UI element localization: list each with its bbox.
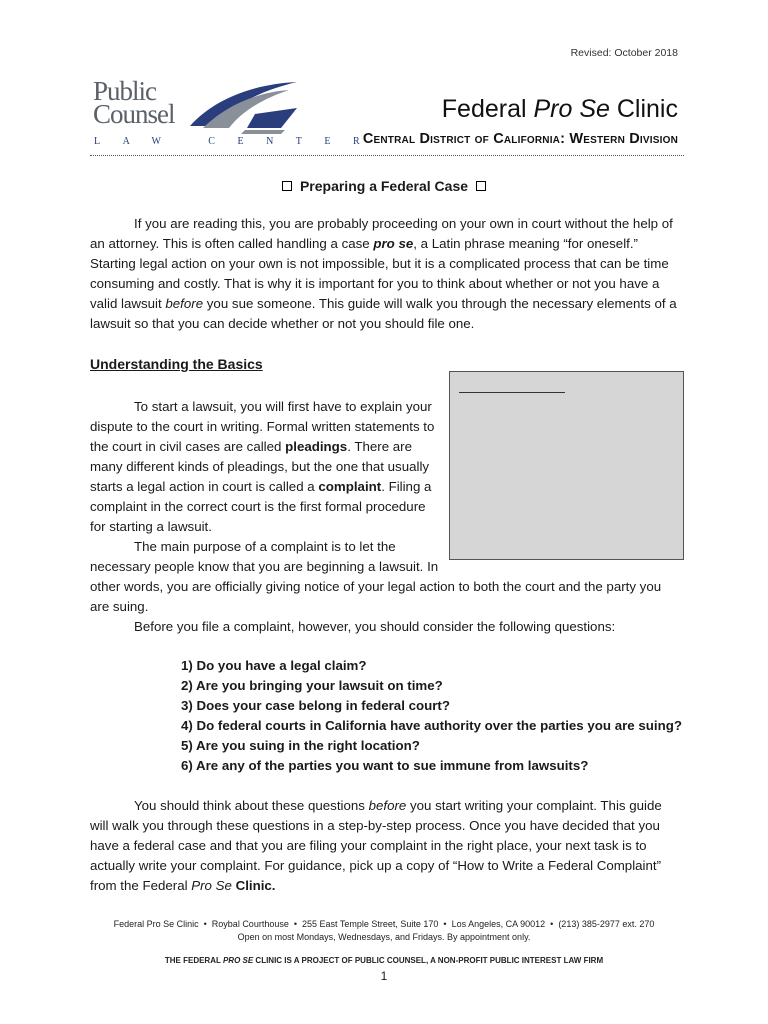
- list-item: 5) Are you suing in the right location?: [181, 738, 420, 753]
- header-divider: [90, 155, 684, 156]
- logo-line-public: Public: [93, 76, 157, 106]
- logo-law-center: LAW CENTER: [94, 136, 383, 147]
- basics-paragraph-2a: The main purpose of a complaint is to let the necessary people know that you are beginning a lawsuit. In: [90, 539, 439, 574]
- closing-paragraph: You should think about these questions before you start writing your complaint. This guide will walk you through these questions in a step-by-step process. Once you have decided that you have a federal case and that you are filing your complaint in the right place, your next task is to actually write your complaint. For guidance, pick up a copy of “How to Write a Federal Complaint” from the Federal Pro Se Clinic.: [90, 798, 662, 893]
- basics-heading: Understanding the Basics: [90, 356, 263, 372]
- logo-line-counsel: Counsel: [93, 99, 175, 129]
- footer-address: Federal Pro Se Clinic • Roybal Courthouse • 255 East Temple Street, Suite 170 • Los Angeles, CA 90012 • (213) 385-2977 ext. 270: [113, 919, 655, 929]
- public-counsel-logo: [90, 76, 383, 150]
- footer-hours: Open on most Mondays, Wednesdays, and Fridays. By appointment only.: [237, 932, 531, 942]
- page-number: 1: [380, 969, 388, 983]
- logo-swoosh-icon: [185, 80, 303, 136]
- list-item: 2) Are you bringing your lawsuit on time?: [181, 678, 443, 693]
- square-bullet-icon: [476, 181, 486, 191]
- basics-paragraph-1: To start a lawsuit, you will first have to explain your dispute to the court in writing. Formal written statements to the court in civil cases are called pleadings. There are many different kinds of pleadings, but the one that usually starts a legal action in court is called a complaint. Filing a complaint in the correct court is the first formal procedure for starting a lawsuit. The main purpose of a complaint is to let the necessary people know that you are beginning a lawsuit. In: [90, 397, 440, 577]
- footer-project: THE FEDERAL PRO SE CLINIC IS A PROJECT OF PUBLIC COUNSEL, A NON-PROFIT PUBLIC INTEREST LAW FIRM: [164, 956, 604, 965]
- section-heading: Preparing a Federal Case: [0, 178, 768, 194]
- list-item: 1) Do you have a legal claim?: [181, 658, 367, 673]
- intro-paragraph: If you are reading this, you are probably proceeding on your own in court without the help of an attorney. This is often called handling a case pro se, a Latin phrase meaning “for oneself.” Starting legal action on your own is not impossible, but it is a complicated process that can be time consuming and costly. That is why it is important for you to think about whether or not you have a valid lawsuit before you sue someone. This guide will walk you through the necessary elements of a lawsuit so that you can decide whether or not you should file one.: [90, 216, 677, 331]
- basics-paragraph-2b: other words, you are officially giving notice of your legal action to both the court and the party you are suing. Before you file a complaint, however, you should consider the following questions:: [90, 577, 682, 637]
- question-list: [181, 656, 682, 776]
- basics-paragraph-3: Before you file a complaint, however, you should consider the following questions:: [134, 619, 616, 634]
- revised-date: Revised: October 2018: [570, 47, 678, 59]
- page-title: Federal Pro Se Clinic: [441, 95, 678, 123]
- page-subtitle: Central District of California: Western Division: [362, 131, 678, 147]
- list-item: 3) Does your case belong in federal court?: [181, 698, 450, 713]
- list-item: 4) Do federal courts in California have authority over the parties you are suing?: [181, 718, 682, 733]
- list-item: 6) Are any of the parties you want to sue immune from lawsuits?: [181, 758, 589, 773]
- sidebar-rule: [459, 392, 565, 393]
- sidebar-box: [449, 371, 684, 560]
- square-bullet-icon: [282, 181, 292, 191]
